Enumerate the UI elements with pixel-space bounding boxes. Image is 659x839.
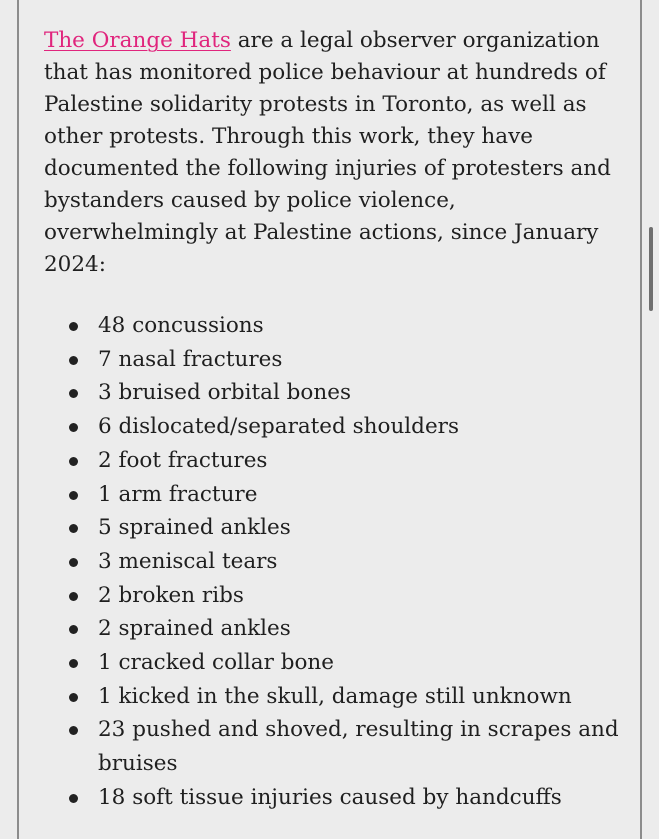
list-item — [44, 545, 622, 579]
list-item — [44, 478, 622, 512]
bullet-icon — [69, 322, 78, 331]
list-item — [44, 376, 622, 410]
list-item — [44, 680, 622, 714]
list-item-text: 3 meniscal tears — [98, 548, 278, 574]
list-item-text: 1 cracked collar bone — [98, 650, 334, 676]
list-item — [44, 612, 622, 646]
bullet-icon — [69, 726, 78, 735]
intro-paragraph — [44, 25, 622, 281]
bullet-icon — [69, 693, 78, 702]
list-item-text: 6 dislocated/separated shoulders — [98, 414, 459, 440]
bullet-icon — [69, 625, 78, 634]
content-left-border — [17, 0, 19, 839]
orange-hats-link[interactable]: The Orange Hats — [44, 28, 231, 53]
bullet-icon — [69, 457, 78, 466]
bullet-icon — [69, 659, 78, 668]
content-right-border — [640, 0, 642, 839]
list-item — [44, 646, 622, 680]
bullet-icon — [69, 558, 78, 567]
list-item-text: 3 bruised orbital bones — [98, 380, 351, 406]
list-item-text: 1 kicked in the skull, damage still unknown — [98, 683, 572, 709]
bullet-icon — [69, 423, 78, 432]
list-item-text: 23 pushed and shoved, resulting in scrapes and bruises — [98, 717, 619, 777]
bullet-icon — [69, 356, 78, 365]
list-item-text: 2 broken ribs — [98, 582, 244, 608]
bullet-icon — [69, 389, 78, 398]
article-body — [44, 25, 622, 815]
list-item — [44, 410, 622, 444]
list-item — [44, 579, 622, 613]
list-item — [44, 511, 622, 545]
list-item-text: 18 soft tissue injuries caused by handcuffs — [98, 784, 562, 810]
list-item-text: 5 sprained ankles — [98, 515, 291, 541]
list-item-text: 7 nasal fractures — [98, 346, 283, 372]
bullet-icon — [69, 524, 78, 533]
bullet-icon — [69, 491, 78, 500]
list-item-text: 2 foot fractures — [98, 447, 268, 473]
list-item — [44, 781, 622, 815]
bullet-icon — [69, 794, 78, 803]
list-item-text: 48 concussions — [98, 313, 264, 338]
list-item — [44, 309, 622, 343]
list-item-text: 2 sprained ankles — [98, 616, 291, 642]
bullet-icon — [69, 592, 78, 601]
list-item — [44, 444, 622, 478]
intro-text: are a legal observer organization that has monitored police behaviour at hundreds of Palestine solidarity protests in Toronto, as well as other protests. Through this work, they have documented the following injuries of protesters and bystanders caused by police violence, overwhelmingly at Palestine actions, since January 2024: — [44, 28, 611, 277]
scrollbar-thumb[interactable] — [649, 227, 653, 311]
list-item — [44, 343, 622, 377]
list-item — [44, 713, 622, 780]
list-item-text: 1 arm fracture — [98, 481, 258, 507]
injury-list — [44, 309, 622, 815]
